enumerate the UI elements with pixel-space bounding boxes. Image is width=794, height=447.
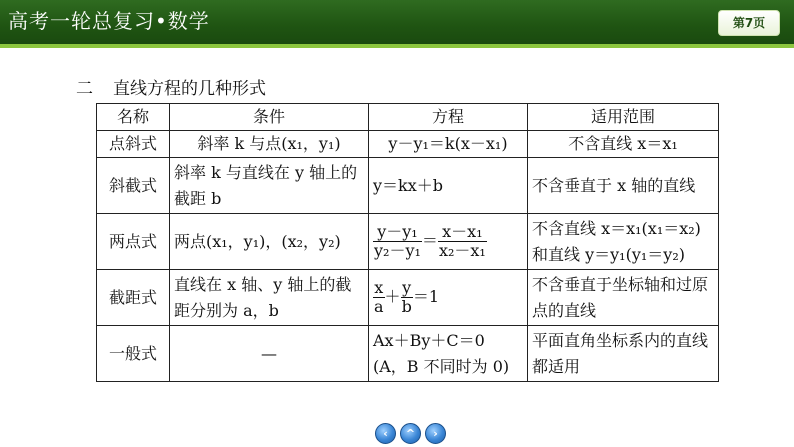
- fraction-right: [438, 223, 487, 260]
- next-slide-button[interactable]: ›: [425, 423, 446, 444]
- table-row: [97, 158, 719, 214]
- row-name: 截距式: [97, 270, 170, 326]
- equation-line: Ax＋By＋C＝0: [373, 330, 485, 350]
- row-equation: y－y₁＝k(x－x₁): [369, 131, 528, 158]
- prev-slide-button[interactable]: ‹: [375, 423, 396, 444]
- scope-line: 和直线 y＝y₁(y₁＝y₂): [532, 244, 685, 264]
- fraction-left: [373, 223, 422, 260]
- row-scope: [528, 214, 719, 270]
- fraction-numerator: y: [402, 278, 412, 297]
- row-condition: 斜率 k 与直线在 y 轴上的截距 b: [170, 158, 369, 214]
- row-name: 一般式: [97, 326, 170, 382]
- fraction-denominator: b: [401, 297, 412, 316]
- table-row: [97, 214, 719, 270]
- table-row: [97, 326, 719, 382]
- table-header-row: [97, 104, 719, 131]
- equals-sign: ＝: [421, 231, 438, 250]
- row-scope: 不含垂直于坐标轴和过原点的直线: [528, 270, 719, 326]
- row-equation: [369, 214, 528, 270]
- course-title: 高考一轮总复习•数学: [8, 9, 210, 33]
- section-number: 二: [76, 79, 93, 99]
- row-equation: [369, 326, 528, 382]
- fraction-denominator: x₂－x₁: [438, 241, 486, 260]
- page-number-badge: 第7页: [718, 10, 780, 36]
- fraction-denominator: y₂－y₁: [374, 241, 421, 260]
- fraction-y-over-b: [401, 279, 413, 316]
- equation-note: (A，B 不同时为 0): [373, 356, 510, 376]
- row-scope: 不含垂直于 x 轴的直线: [528, 158, 719, 214]
- header-condition: 条件: [170, 104, 369, 131]
- header-divider: [0, 44, 794, 48]
- line-equation-forms-table: [96, 103, 719, 382]
- section-heading: [76, 74, 266, 99]
- fraction-numerator: y－y₁: [373, 223, 422, 242]
- fraction-numerator: x: [374, 278, 384, 297]
- row-condition: —: [170, 326, 369, 382]
- table-row: [97, 270, 719, 326]
- row-equation: [369, 270, 528, 326]
- table-row: [97, 131, 719, 158]
- header-equation: 方程: [369, 104, 528, 131]
- row-name: 两点式: [97, 214, 170, 270]
- row-condition: 斜率 k 与点(x₁，y₁): [170, 131, 369, 158]
- section-title-text: 直线方程的几种形式: [113, 79, 266, 99]
- slide-navigation: [375, 423, 446, 444]
- equals-one: ＝1: [412, 287, 439, 306]
- header-scope: 适用范围: [528, 104, 719, 131]
- home-button[interactable]: ^: [400, 423, 421, 444]
- fraction-denominator: a: [374, 297, 384, 316]
- header-name: 名称: [97, 104, 170, 131]
- row-name: 点斜式: [97, 131, 170, 158]
- row-scope: 不含直线 x＝x₁: [528, 131, 719, 158]
- row-scope: 平面直角坐标系内的直线都适用: [528, 326, 719, 382]
- fraction-x-over-a: [373, 279, 385, 316]
- row-condition: 直线在 x 轴、y 轴上的截距分别为 a，b: [170, 270, 369, 326]
- fraction-numerator: x－x₁: [438, 223, 487, 242]
- plus-sign: ＋: [384, 287, 401, 306]
- row-condition: 两点(x₁，y₁)，(x₂，y₂): [170, 214, 369, 270]
- scope-line: 不含直线 x＝x₁(x₁＝x₂): [532, 218, 701, 238]
- row-name: 斜截式: [97, 158, 170, 214]
- row-equation: y＝kx＋b: [369, 158, 528, 214]
- header-bar: [0, 0, 794, 44]
